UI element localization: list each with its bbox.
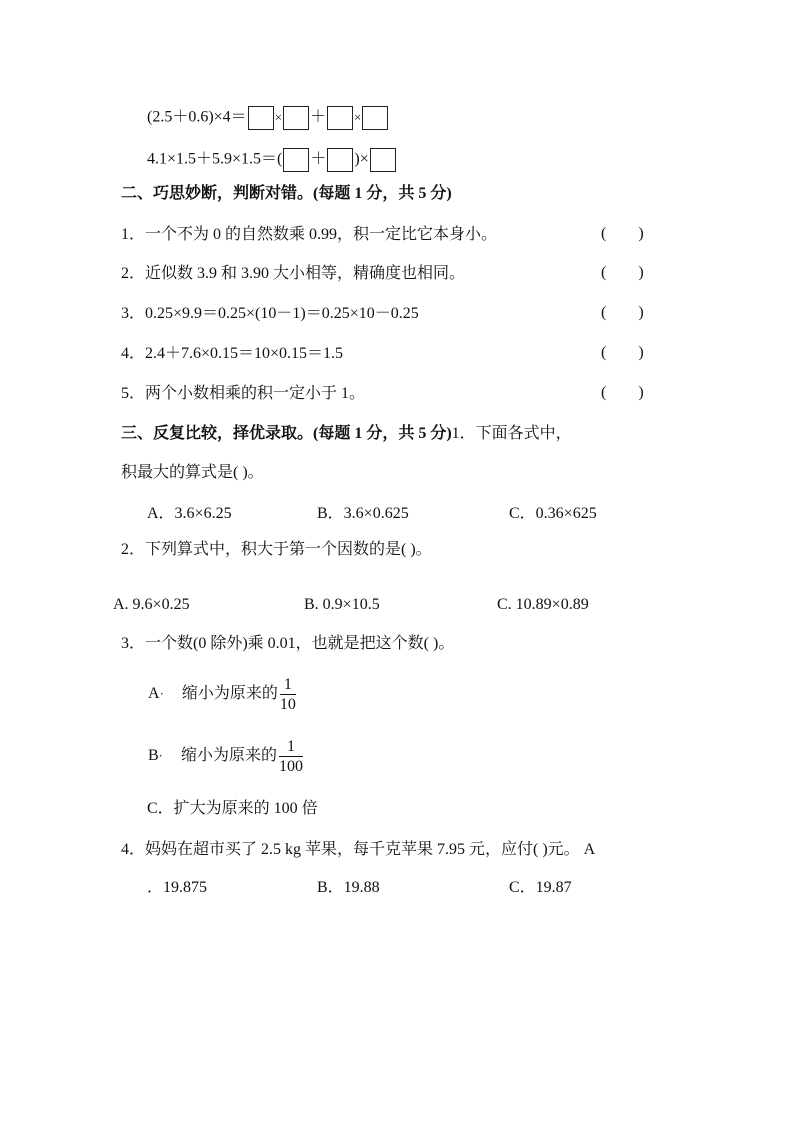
times-sign: × <box>274 109 283 125</box>
section-2-heading: 二、巧思妙断，判断对错。(每题 1 分，共 5 分) <box>121 185 452 202</box>
question-2-text: 2．下列算式中，积大于第一个因数的是( )。 <box>121 541 432 558</box>
answer-box[interactable] <box>283 148 309 172</box>
answer-box[interactable] <box>327 106 353 130</box>
q4-option-a[interactable]: ．19.875 <box>147 879 208 896</box>
q2-option-a[interactable]: A. 9.6×0.25 <box>113 596 190 613</box>
answer-paren[interactable]: ( ) <box>601 225 644 242</box>
option-text: 缩小为原来的 <box>181 685 278 703</box>
section-3-heading: 三、反复比较，择优录取。(每题 1 分，共 5 分) <box>121 425 452 442</box>
q3-option-b[interactable] <box>148 737 303 776</box>
judge-item-1: 1．一个不为 0 的自然数乘 0.99，积一定比它本身小。 <box>121 226 498 243</box>
q1-option-a[interactable]: A．3.6×6.25 <box>147 505 232 522</box>
q1-option-c[interactable]: C．0.36×625 <box>509 505 597 522</box>
answer-box[interactable] <box>370 148 396 172</box>
q2-option-b[interactable]: B. 0.9×10.5 <box>304 596 380 613</box>
q3-option-a[interactable] <box>148 675 296 714</box>
expression-text: 4.1×1.5＋5.9×1.5＝( <box>147 150 283 168</box>
answer-paren[interactable]: ( ) <box>601 344 644 361</box>
answer-box[interactable] <box>248 106 274 130</box>
close-paren-times: )× <box>354 150 369 168</box>
judge-item-3: 3．0.25×9.9＝0.25×(10－1)＝0.25×10－0.25 <box>121 305 419 322</box>
answer-box[interactable] <box>327 148 353 172</box>
plus-sign: ＋ <box>310 108 327 126</box>
fraction-numerator: 1 <box>279 737 303 757</box>
answer-paren[interactable]: ( ) <box>601 304 644 321</box>
option-dot: · <box>159 686 164 702</box>
blank-line-1 <box>147 106 389 130</box>
q2-option-c[interactable]: C. 10.89×0.89 <box>497 596 589 613</box>
fraction <box>280 675 296 714</box>
answer-box[interactable] <box>362 106 388 130</box>
answer-paren[interactable]: ( ) <box>601 264 644 281</box>
judge-item-2: 2．近似数 3.9 和 3.90 大小相等，精确度也相同。 <box>121 265 466 282</box>
answer-paren[interactable]: ( ) <box>601 384 644 401</box>
q1-option-b[interactable]: B．3.6×0.625 <box>317 505 409 522</box>
blank-line-2 <box>147 148 397 172</box>
q4-option-c[interactable]: C．19.87 <box>509 879 572 896</box>
judge-item-5: 5．两个小数相乘的积一定小于 1。 <box>121 385 366 402</box>
fraction-denominator: 100 <box>279 758 304 775</box>
section-3-heading-line <box>121 424 572 444</box>
q3-option-c[interactable]: C．扩大为原来的 100 倍 <box>147 800 318 817</box>
question-4-text: 4．妈妈在超市买了 2.5 kg 苹果，每千克苹果 7.95 元，应付( )元。 A <box>121 841 596 858</box>
fraction <box>279 737 303 776</box>
question-1-text: 积最大的算式是( )。 <box>121 464 264 481</box>
fraction-denominator: 10 <box>279 696 296 713</box>
q4-option-b[interactable]: B．19.88 <box>317 879 380 896</box>
fraction-numerator: 1 <box>280 675 296 695</box>
expression-text: (2.5＋0.6)×4＝ <box>147 108 247 126</box>
option-letter: B <box>148 747 159 765</box>
answer-box[interactable] <box>283 106 309 130</box>
option-text: 缩小为原来的 <box>181 747 278 765</box>
question-1-lead: 1．下面各式中， <box>451 425 572 442</box>
judge-item-4: 4．2.4＋7.6×0.15＝10×0.15＝1.5 <box>121 345 344 362</box>
question-3-text: 3．一个数(0 除外)乘 0.01，也就是把这个数( )。 <box>121 635 455 652</box>
option-dot: · <box>158 748 164 764</box>
plus-sign: ＋ <box>310 150 327 168</box>
times-sign: × <box>354 109 362 125</box>
option-letter: A <box>148 685 160 703</box>
